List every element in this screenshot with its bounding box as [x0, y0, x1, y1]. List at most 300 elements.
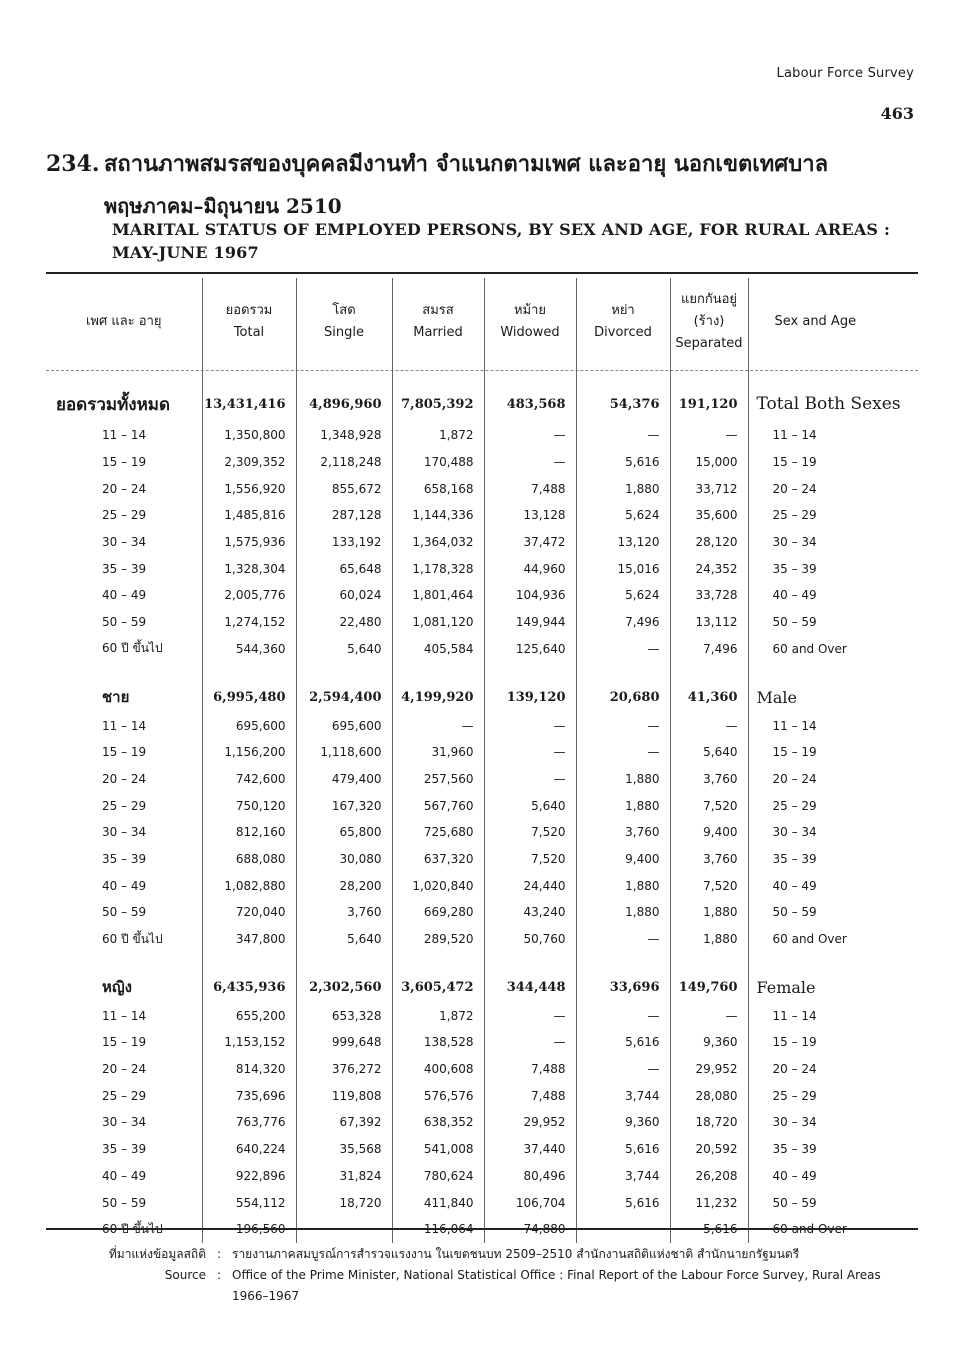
row-label-english: 50 – 59 — [748, 899, 918, 926]
cell-total: 1,274,152 — [202, 609, 296, 636]
col-header-total-thai: ยอดรวม — [225, 303, 273, 318]
row-label-thai: 30 – 34 — [102, 825, 147, 840]
cell-single: 1,348,928 — [296, 422, 392, 449]
cell-single: 3,760 — [296, 899, 392, 926]
cell-separated: 9,400 — [670, 819, 748, 846]
table-row — [46, 766, 918, 793]
cell-single: 67,392 — [296, 1109, 392, 1136]
spacer-cell — [670, 366, 748, 386]
table-row — [46, 582, 918, 609]
cell-single: 35,568 — [296, 1136, 392, 1163]
cell-widowed: 24,440 — [484, 872, 576, 899]
cell-total: 922,896 — [202, 1163, 296, 1190]
table-body — [46, 366, 918, 1243]
cell-total: 1,350,800 — [202, 422, 296, 449]
cell-widowed: — — [484, 739, 576, 766]
cell-married: 780,624 — [392, 1163, 484, 1190]
row-label-thai: 35 – 39 — [102, 1142, 147, 1157]
cell-total: 554,112 — [202, 1189, 296, 1216]
spacer-cell — [296, 662, 392, 682]
row-label-thai: ยอดรวมทั้งหมด — [56, 394, 171, 415]
cell-separated: 9,360 — [670, 1029, 748, 1056]
cell-separated: 35,600 — [670, 502, 748, 529]
row-label-thai: 50 – 59 — [102, 905, 147, 920]
source-english-text: Office of the Prime Minister, National Statistical Office : Final Report of the Labour Force Survey, Rural Areas 1966–1967 — [232, 1268, 881, 1303]
cell-widowed: 125,640 — [484, 636, 576, 663]
row-label-english: Male — [748, 682, 918, 712]
cell-separated: 33,728 — [670, 582, 748, 609]
cell-separated: 33,712 — [670, 475, 748, 502]
col-header-total-en: Total — [233, 325, 265, 340]
col-header-divorced-thai: หย่า — [611, 303, 635, 318]
cell-single: 22,480 — [296, 609, 392, 636]
cell-separated: 18,720 — [670, 1109, 748, 1136]
cell-divorced: 5,616 — [576, 1189, 670, 1216]
spacer-cell — [296, 952, 392, 972]
cell-total: 1,082,880 — [202, 872, 296, 899]
cell-widowed: 104,936 — [484, 582, 576, 609]
running-head: Labour Force Survey — [776, 66, 914, 81]
row-label-english: 25 – 29 — [748, 792, 918, 819]
cell-divorced: — — [576, 422, 670, 449]
table-row — [46, 739, 918, 766]
col-header-separated-thai-2: (ร้าง) — [693, 314, 725, 329]
cell-widowed: 7,488 — [484, 1056, 576, 1083]
row-label-thai: 20 – 24 — [102, 481, 147, 496]
cell-divorced: 3,760 — [576, 819, 670, 846]
cell-total: 742,600 — [202, 766, 296, 793]
row-label-english: 15 – 19 — [748, 449, 918, 476]
cell-married: 1,020,840 — [392, 872, 484, 899]
spacer-cell — [576, 952, 670, 972]
cell-widowed: 80,496 — [484, 1163, 576, 1190]
row-label-thai: 40 – 49 — [102, 588, 147, 603]
cell-divorced: 1,880 — [576, 899, 670, 926]
cell-total: 544,360 — [202, 636, 296, 663]
cell-separated: 11,232 — [670, 1189, 748, 1216]
cell-total: 695,600 — [202, 712, 296, 739]
cell-married: 669,280 — [392, 899, 484, 926]
spacer-cell — [46, 952, 202, 972]
cell-widowed: 50,760 — [484, 926, 576, 953]
cell-married: 138,528 — [392, 1029, 484, 1056]
spacer-cell — [484, 366, 576, 386]
spacer-cell — [296, 366, 392, 386]
cell-single: — — [296, 1216, 392, 1243]
cell-married: 289,520 — [392, 926, 484, 953]
cell-widowed: 344,448 — [484, 972, 576, 1002]
row-label-english: 60 and Over — [748, 1216, 918, 1243]
row-label-thai: 35 – 39 — [102, 851, 147, 866]
row-label-english: 50 – 59 — [748, 609, 918, 636]
col-header-married-thai: สมรส — [422, 303, 454, 318]
row-label-thai: 40 – 49 — [102, 878, 147, 893]
table-row — [46, 926, 918, 953]
cell-single: 695,600 — [296, 712, 392, 739]
row-label-english: 15 – 19 — [748, 1029, 918, 1056]
cell-divorced: 1,880 — [576, 872, 670, 899]
cell-separated: — — [670, 712, 748, 739]
source-note — [80, 1244, 920, 1307]
table-row — [46, 846, 918, 873]
table-row — [46, 972, 918, 1002]
row-label-english: 60 and Over — [748, 636, 918, 663]
marital-status-table — [46, 278, 918, 1243]
col-header-separated-en: Separated — [675, 336, 743, 351]
title-thai-period: พฤษภาคม–มิถุนายน 2510 — [104, 194, 342, 218]
cell-widowed: 43,240 — [484, 899, 576, 926]
row-label-english: 30 – 34 — [748, 529, 918, 556]
cell-divorced: 15,016 — [576, 555, 670, 582]
row-label-english: 11 – 14 — [748, 1002, 918, 1029]
cell-separated: 5,616 — [670, 1216, 748, 1243]
cell-married: 31,960 — [392, 739, 484, 766]
row-label-thai: 15 – 19 — [102, 1035, 147, 1050]
row-label-english: 35 – 39 — [748, 555, 918, 582]
cell-total: 2,309,352 — [202, 449, 296, 476]
cell-total: 763,776 — [202, 1109, 296, 1136]
table-row — [46, 872, 918, 899]
cell-separated: — — [670, 1002, 748, 1029]
row-label-thai: 60 ปี ขึ้นไป — [102, 931, 163, 946]
spacer-cell — [748, 366, 918, 386]
cell-single: 119,808 — [296, 1082, 392, 1109]
cell-single: 479,400 — [296, 766, 392, 793]
row-label-thai: 50 – 59 — [102, 615, 147, 630]
source-thai-label: ที่มาแห่งข้อมูลสถิติ — [108, 1247, 206, 1261]
table-row — [46, 1189, 918, 1216]
cell-separated: 28,120 — [670, 529, 748, 556]
cell-widowed: 7,520 — [484, 846, 576, 873]
col-header-widowed — [484, 278, 576, 366]
cell-total: 1,153,152 — [202, 1029, 296, 1056]
table-row — [46, 555, 918, 582]
row-label-english: 30 – 34 — [748, 1109, 918, 1136]
source-thai-colon: : — [216, 1247, 222, 1261]
spacer-cell — [484, 952, 576, 972]
cell-separated: 7,520 — [670, 872, 748, 899]
cell-widowed: — — [484, 422, 576, 449]
row-label-thai: 60 ปี ขึ้นไป — [102, 1221, 163, 1236]
cell-divorced: — — [576, 1002, 670, 1029]
table-title-thai — [46, 146, 828, 181]
cell-separated: 29,952 — [670, 1056, 748, 1083]
table-row — [46, 819, 918, 846]
table-row — [46, 712, 918, 739]
cell-married: 658,168 — [392, 475, 484, 502]
row-label-thai: 40 – 49 — [102, 1168, 147, 1183]
row-label-english: 20 – 24 — [748, 475, 918, 502]
cell-single: 30,080 — [296, 846, 392, 873]
row-label-english: 20 – 24 — [748, 766, 918, 793]
spacer-cell — [46, 366, 202, 386]
cell-single: 999,648 — [296, 1029, 392, 1056]
row-label-thai: 15 – 19 — [102, 455, 147, 470]
cell-total: 1,328,304 — [202, 555, 296, 582]
row-label-thai: 11 – 14 — [102, 1008, 147, 1023]
cell-separated: 20,592 — [670, 1136, 748, 1163]
table-row — [46, 1002, 918, 1029]
cell-single: 167,320 — [296, 792, 392, 819]
cell-divorced: — — [576, 1216, 670, 1243]
cell-widowed: 7,488 — [484, 475, 576, 502]
cell-divorced: 1,880 — [576, 766, 670, 793]
table-row — [46, 1136, 918, 1163]
bottom-rule — [46, 1228, 918, 1230]
col-header-sex-age-english: Sex and Age — [748, 278, 918, 366]
cell-total: 735,696 — [202, 1082, 296, 1109]
table-row — [46, 1029, 918, 1056]
spacer-cell — [392, 366, 484, 386]
cell-separated: 41,360 — [670, 682, 748, 712]
cell-widowed: 149,944 — [484, 609, 576, 636]
table-row — [46, 899, 918, 926]
cell-married: 541,008 — [392, 1136, 484, 1163]
table-number: 234. — [46, 151, 100, 177]
spacer-cell — [202, 366, 296, 386]
cell-widowed: — — [484, 1002, 576, 1029]
cell-single: 376,272 — [296, 1056, 392, 1083]
col-header-separated — [670, 278, 748, 366]
row-label-english: 40 – 49 — [748, 582, 918, 609]
cell-single: 855,672 — [296, 475, 392, 502]
cell-separated: 28,080 — [670, 1082, 748, 1109]
cell-separated: 3,760 — [670, 846, 748, 873]
cell-divorced: — — [576, 739, 670, 766]
cell-widowed: 139,120 — [484, 682, 576, 712]
row-label-thai: 20 – 24 — [102, 771, 147, 786]
cell-total: 1,156,200 — [202, 739, 296, 766]
row-label-thai: 11 – 14 — [102, 718, 147, 733]
cell-total: 1,556,920 — [202, 475, 296, 502]
col-header-sex-age-thai: เพศ และ อายุ — [85, 314, 162, 329]
row-label-english: 60 and Over — [748, 926, 918, 953]
cell-married: 1,144,336 — [392, 502, 484, 529]
cell-total: 640,224 — [202, 1136, 296, 1163]
spacer-cell — [748, 952, 918, 972]
cell-widowed: 37,440 — [484, 1136, 576, 1163]
cell-divorced: 5,624 — [576, 582, 670, 609]
row-label-english: 35 – 39 — [748, 846, 918, 873]
top-rule — [46, 272, 918, 274]
cell-separated: 1,880 — [670, 899, 748, 926]
cell-married: 405,584 — [392, 636, 484, 663]
cell-divorced: — — [576, 1056, 670, 1083]
cell-divorced: — — [576, 636, 670, 663]
col-header-married — [392, 278, 484, 366]
cell-total: 750,120 — [202, 792, 296, 819]
cell-total: 720,040 — [202, 899, 296, 926]
spacer-cell — [202, 662, 296, 682]
row-label-thai: 11 – 14 — [102, 428, 147, 443]
row-label-thai: 30 – 34 — [102, 1115, 147, 1130]
row-label-english: Female — [748, 972, 918, 1002]
cell-single: 653,328 — [296, 1002, 392, 1029]
cell-married: 1,081,120 — [392, 609, 484, 636]
cell-single: 18,720 — [296, 1189, 392, 1216]
cell-single: 2,118,248 — [296, 449, 392, 476]
row-label-english: 50 – 59 — [748, 1189, 918, 1216]
cell-separated: 15,000 — [670, 449, 748, 476]
spacer-row — [46, 952, 918, 972]
row-label-thai: ชาย — [102, 688, 130, 707]
cell-total: 13,431,416 — [202, 386, 296, 422]
table-row — [46, 1109, 918, 1136]
cell-single: 5,640 — [296, 636, 392, 663]
row-label-english: Total Both Sexes — [748, 386, 918, 422]
col-header-single — [296, 278, 392, 366]
row-label-thai: 50 – 59 — [102, 1195, 147, 1210]
spacer-cell — [392, 662, 484, 682]
cell-married: 638,352 — [392, 1109, 484, 1136]
cell-married: 1,801,464 — [392, 582, 484, 609]
row-label-english: 15 – 19 — [748, 739, 918, 766]
cell-total: 347,800 — [202, 926, 296, 953]
cell-married: 257,560 — [392, 766, 484, 793]
col-header-single-thai: โสด — [332, 303, 356, 318]
cell-married: 1,364,032 — [392, 529, 484, 556]
cell-single: 60,024 — [296, 582, 392, 609]
cell-married: 411,840 — [392, 1189, 484, 1216]
cell-separated: 13,112 — [670, 609, 748, 636]
cell-total: 1,485,816 — [202, 502, 296, 529]
cell-total: 688,080 — [202, 846, 296, 873]
source-thai-text: รายงานภาคสมบูรณ์การสำรวจแรงงาน ในเขตชนบท 2509–2510 สำนักงานสถิติแห่งชาติ สำนักนายกรัฐมนตรี — [232, 1247, 800, 1261]
col-header-separated-thai: แยกกันอยู่ — [680, 292, 738, 307]
cell-widowed: — — [484, 1029, 576, 1056]
cell-married: 4,199,920 — [392, 682, 484, 712]
source-thai — [80, 1244, 920, 1265]
cell-widowed: 74,880 — [484, 1216, 576, 1243]
row-label-thai: 25 – 29 — [102, 798, 147, 813]
row-label-english: 20 – 24 — [748, 1056, 918, 1083]
table-row — [46, 1056, 918, 1083]
cell-separated: 149,760 — [670, 972, 748, 1002]
cell-divorced: 5,616 — [576, 1029, 670, 1056]
cell-widowed: 106,704 — [484, 1189, 576, 1216]
cell-separated: 7,520 — [670, 792, 748, 819]
cell-single: 65,800 — [296, 819, 392, 846]
row-label-english: 11 – 14 — [748, 422, 918, 449]
source-english — [80, 1265, 920, 1307]
cell-married: 637,320 — [392, 846, 484, 873]
col-header-divorced — [576, 278, 670, 366]
cell-separated: — — [670, 422, 748, 449]
cell-divorced: 33,696 — [576, 972, 670, 1002]
spacer-cell — [202, 952, 296, 972]
cell-divorced: — — [576, 926, 670, 953]
cell-widowed: — — [484, 766, 576, 793]
cell-divorced: 20,680 — [576, 682, 670, 712]
cell-married: 725,680 — [392, 819, 484, 846]
cell-married: 1,178,328 — [392, 555, 484, 582]
cell-widowed: 37,472 — [484, 529, 576, 556]
cell-married: — — [392, 712, 484, 739]
cell-widowed: 483,568 — [484, 386, 576, 422]
cell-divorced: 1,880 — [576, 792, 670, 819]
row-label-english: 40 – 49 — [748, 1163, 918, 1190]
cell-divorced: 54,376 — [576, 386, 670, 422]
table-title-english: MARITAL STATUS OF EMPLOYED PERSONS, BY SEX AND AGE, FOR RURAL AREAS : MAY-JUNE 1967 — [112, 220, 891, 262]
spacer-row — [46, 366, 918, 386]
cell-total: 6,995,480 — [202, 682, 296, 712]
cell-married: 170,488 — [392, 449, 484, 476]
cell-divorced: 9,400 — [576, 846, 670, 873]
spacer-cell — [576, 662, 670, 682]
row-label-english: 30 – 34 — [748, 819, 918, 846]
row-label-english: 25 – 29 — [748, 502, 918, 529]
row-label-english: 35 – 39 — [748, 1136, 918, 1163]
cell-total: 196,560 — [202, 1216, 296, 1243]
spacer-cell — [670, 662, 748, 682]
cell-married: 1,872 — [392, 1002, 484, 1029]
cell-divorced: 1,880 — [576, 475, 670, 502]
cell-divorced: 3,744 — [576, 1163, 670, 1190]
cell-total: 2,005,776 — [202, 582, 296, 609]
cell-single: 65,648 — [296, 555, 392, 582]
cell-married: 1,872 — [392, 422, 484, 449]
cell-widowed: 5,640 — [484, 792, 576, 819]
spacer-cell — [748, 662, 918, 682]
cell-separated: 5,640 — [670, 739, 748, 766]
source-english-label: Source — [164, 1268, 206, 1282]
spacer-cell — [392, 952, 484, 972]
row-label-english: 11 – 14 — [748, 712, 918, 739]
cell-single: 2,302,560 — [296, 972, 392, 1002]
table-row — [46, 609, 918, 636]
cell-total: 814,320 — [202, 1056, 296, 1083]
cell-divorced: 9,360 — [576, 1109, 670, 1136]
cell-widowed: 13,128 — [484, 502, 576, 529]
spacer-cell — [484, 662, 576, 682]
cell-married: 400,608 — [392, 1056, 484, 1083]
cell-separated: 191,120 — [670, 386, 748, 422]
cell-divorced: 5,624 — [576, 502, 670, 529]
cell-single: 133,192 — [296, 529, 392, 556]
cell-single: 1,118,600 — [296, 739, 392, 766]
row-label-thai: 20 – 24 — [102, 1062, 147, 1077]
title-thai-text: สถานภาพสมรสของบุคคลมีงานทำ จำแนกตามเพศ และอายุ นอกเขตเทศบาล — [104, 151, 829, 177]
cell-married: 116,064 — [392, 1216, 484, 1243]
table-row — [46, 386, 918, 422]
cell-married: 7,805,392 — [392, 386, 484, 422]
spacer-cell — [670, 952, 748, 972]
source-english-colon: : — [216, 1268, 222, 1282]
cell-divorced: 5,616 — [576, 1136, 670, 1163]
table-row — [46, 475, 918, 502]
cell-single: 2,594,400 — [296, 682, 392, 712]
spacer-row — [46, 662, 918, 682]
cell-single: 28,200 — [296, 872, 392, 899]
cell-single: 31,824 — [296, 1163, 392, 1190]
table-row — [46, 422, 918, 449]
row-label-english: 25 – 29 — [748, 1082, 918, 1109]
cell-single: 4,896,960 — [296, 386, 392, 422]
table-row — [46, 792, 918, 819]
col-header-widowed-en: Widowed — [500, 325, 560, 340]
col-header-divorced-en: Divorced — [594, 325, 652, 340]
table-row — [46, 1082, 918, 1109]
row-label-english: 40 – 49 — [748, 872, 918, 899]
cell-married: 567,760 — [392, 792, 484, 819]
cell-single: 5,640 — [296, 926, 392, 953]
cell-total: 655,200 — [202, 1002, 296, 1029]
cell-divorced: 3,744 — [576, 1082, 670, 1109]
table-row — [46, 636, 918, 663]
cell-widowed: 7,520 — [484, 819, 576, 846]
row-label-thai: 15 – 19 — [102, 745, 147, 760]
cell-total: 1,575,936 — [202, 529, 296, 556]
